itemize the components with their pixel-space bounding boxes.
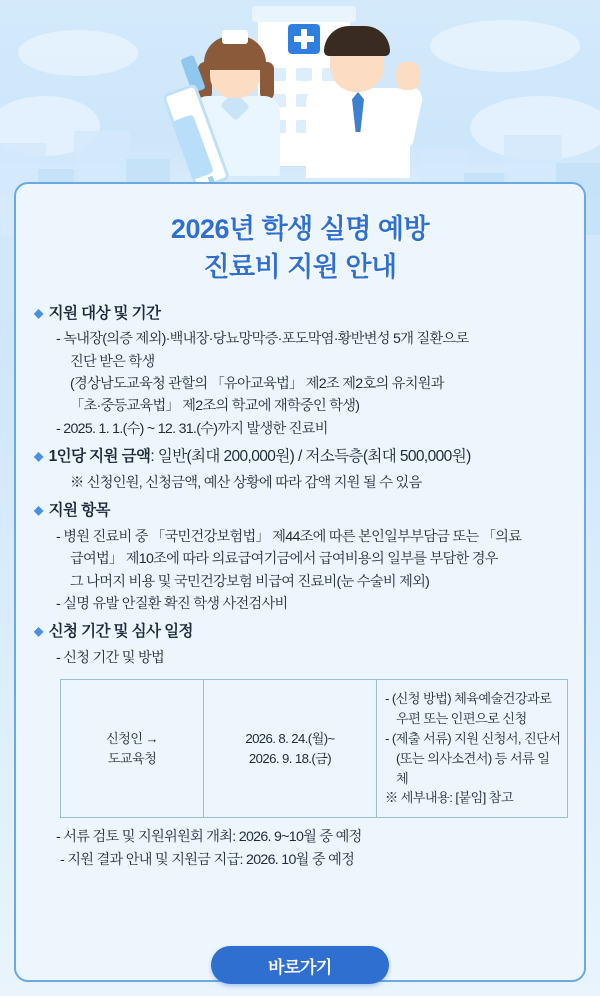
cloud-shape [18,30,138,76]
section-schedule [34,621,566,669]
title-line-2: 진료비 지원 안내 [203,252,397,283]
method-line-1: - (신청 방법) 체육예술건강과로 우편 또는 인편으로 신청 [385,691,552,727]
section-line: 진단 받은 학생 [70,353,155,370]
tail-line: - 지원 결과 안내 및 지원금 지급: 2026. 10월 중 예정 [60,851,355,868]
hospital-roof [252,6,356,22]
section-line: (경상남도교육청 관할의 「유아교육법」 제2조 제2호의 유치원과 [70,376,444,392]
schedule-table [60,679,568,818]
method-line-2: - (제출 서류) 지원 신청서, 진단서 (또는 의사소견서) 등 서류 일체 [385,730,561,786]
section-line: 그 나머지 비용 및 국민건강보험 비급여 진료비(눈 수술비 제외) [70,573,430,590]
diamond-bullet-icon: ◆ [34,503,43,518]
doctor-hand [396,62,420,90]
content-card [14,182,586,982]
cell-method [377,680,568,818]
doctor-hair [324,26,390,56]
section-line: - 실명 유발 안질환 확진 학생 사전검사비 [56,596,288,612]
diamond-bullet-icon: ◆ [34,449,43,464]
section-heading [34,500,566,522]
diamond-bullet-icon: ◆ [34,624,43,639]
section-line: - 녹내장(의증 제외)·백내장·당뇨망막증·포도막염·황반변성 5개 질환으로 [56,331,469,348]
section-support-items [34,500,566,615]
schedule-tail [34,826,566,871]
method-line-3: ※ 세부내용: [붙임] 참고 [385,790,514,806]
section-line: - 2025. 1. 1.(수) ~ 12. 31.(수)까지 발생한 진료비 [56,420,328,437]
section-line: - 병원 진료비 중 「국민건강보험법」 제44조에 따른 본인일부부담금 또는 「의료 [56,528,522,545]
section-heading-label: 1인당 지원 금액 [48,448,151,466]
cell-period-line2: 2026. 9. 18.(금) [248,750,332,766]
cell-period-line1: 2026. 8. 24.(월)~ [245,730,335,746]
window-shape [296,68,312,81]
cell-period [204,680,377,818]
title-line-1: 2026년 학생 실명 예방 [170,214,430,244]
section-heading [34,446,566,468]
section-line: - 신청 기간 및 방법 [56,649,165,666]
section-note: ※ 신청인원, 신청금액, 예산 상황에 따라 감액 지원 될 수 있음 [70,474,422,491]
table-row [61,680,568,818]
diamond-bullet-icon: ◆ [34,305,43,320]
cell-applicant-line1: 신청인 → [105,730,159,746]
section-heading-label: 지원 대상 및 기간 [48,304,161,322]
section-line: 급여법」 제10조에 따라 의료급여기금에서 급여비용의 일부를 부담한 경우 [70,551,498,568]
page-title [34,210,566,287]
cell-applicant [61,680,204,818]
nurse-cap-icon [222,30,248,44]
section-heading-label: 지원 항목 [48,502,110,520]
section-support-target [34,303,566,441]
section-heading-suffix: : 일반(최대 200,000원) / 저소득층(최대 500,000원) [150,448,471,466]
cell-applicant-line2: 도교육청 [107,750,157,766]
cloud-shape [430,20,580,72]
go-link-button[interactable]: 바로가기 [211,946,389,984]
section-heading [34,621,566,643]
tail-line: - 서류 검토 및 지원위원회 개최: 2026. 9~10월 중 예정 [56,829,362,846]
medical-cross-icon [288,24,320,54]
cta-area [0,946,600,984]
section-heading [34,303,566,325]
section-support-amount [34,446,566,494]
section-line: 「초·중등교육법」 제2조의 학교에 재학중인 학생) [70,398,360,415]
section-heading-label: 신청 기간 및 심사 일정 [48,623,193,641]
